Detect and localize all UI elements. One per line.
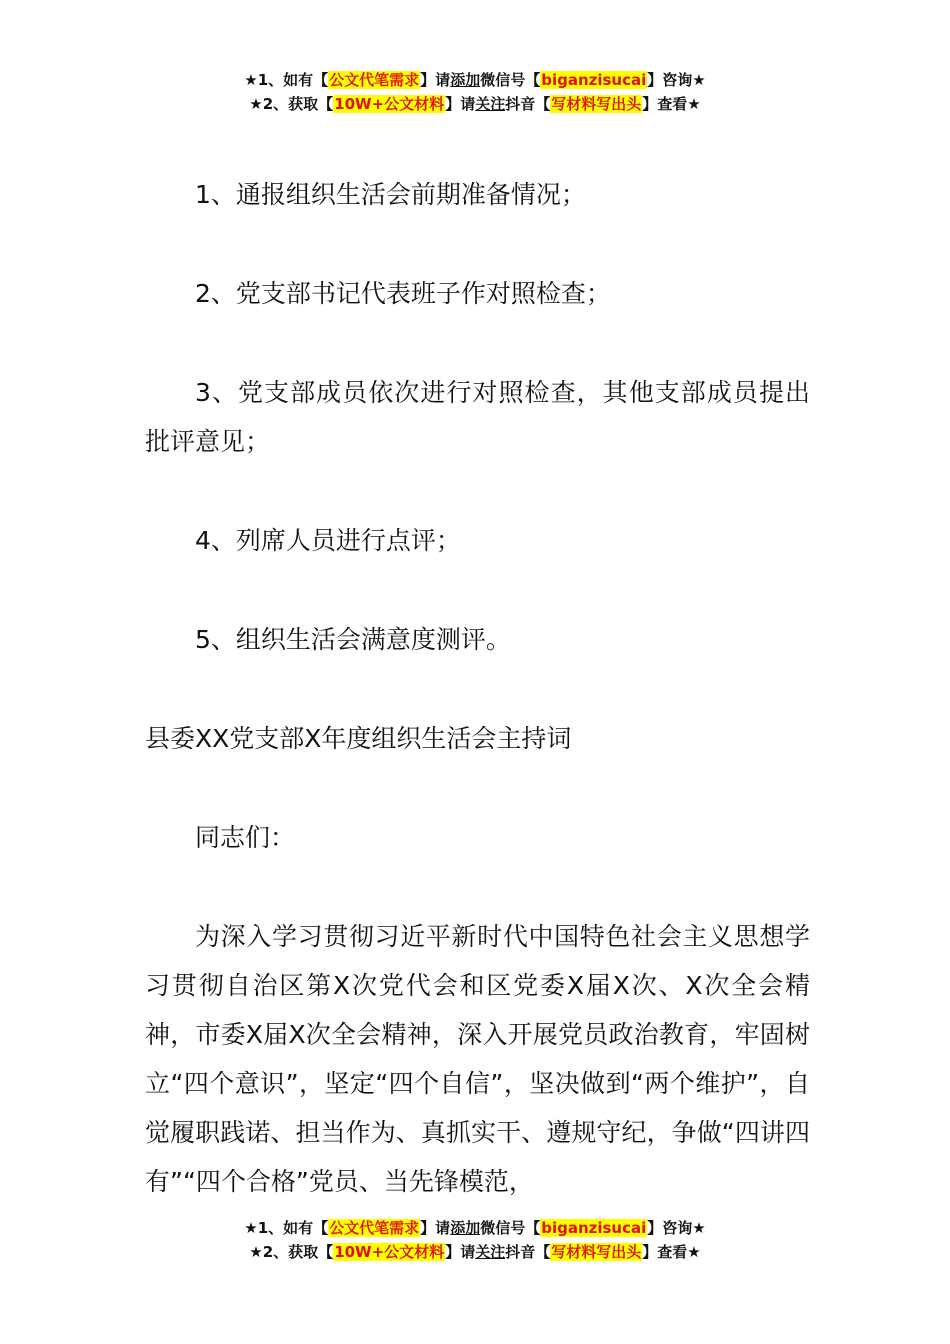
footer-banner: [0, 1216, 950, 1264]
banner-text: 】请: [420, 71, 451, 89]
banner-text: ★1、如有【: [244, 1219, 329, 1237]
agenda-item-1: 1、通报组织生活会前期准备情况；: [195, 180, 586, 209]
header-banner: [0, 68, 950, 116]
banner-line-2: [0, 1240, 950, 1264]
underlined-text: 添加: [450, 71, 481, 89]
banner-text: 】查看★: [642, 95, 701, 113]
banner-line-2: [0, 92, 950, 116]
banner-text: ★2、获取【: [249, 1243, 334, 1261]
highlight-wechat-id: biganzisucai: [541, 71, 647, 89]
banner-text: 微信号【: [480, 1219, 541, 1237]
banner-text: 抖音【: [505, 95, 551, 113]
agenda-item-5: 5、组织生活会满意度测评。: [195, 625, 511, 654]
banner-text: 】查看★: [642, 1243, 701, 1261]
highlight-service: 公文代笔需求: [329, 71, 420, 89]
agenda-item-4: 4、列席人员进行点评；: [195, 526, 461, 555]
document-body: [145, 170, 810, 1206]
banner-text: ★1、如有【: [244, 71, 329, 89]
banner-text: 微信号【: [480, 71, 541, 89]
underlined-text: 添加: [450, 1219, 481, 1237]
banner-text: 抖音【: [505, 1243, 551, 1261]
agenda-item-3: 3、党支部成员依次进行对照检查，其他支部成员提出批评意见；: [145, 378, 810, 456]
banner-line-1: [0, 68, 950, 92]
banner-text: ★2、获取【: [249, 95, 334, 113]
salutation: 同志们：: [195, 823, 296, 852]
underlined-text: 关注: [475, 1243, 506, 1261]
body-paragraph: 为深入学习贯彻习近平新时代中国特色社会主义思想学习贯彻自治区第X次党代会和区党委X届X次、X次全会精神，市委X届X次全会精神，深入开展党员政治教育，牢固树立“四个意识”，坚定“四个自信”，坚决做到“两个维护”，自觉履职践诺、担当作为、真抓实干、遵规守纪，争做“四讲四有”“四个合格”党员、当先锋模范，: [145, 922, 810, 1196]
section-title: 县委XX党支部X年度组织生活会主持词: [145, 724, 572, 753]
banner-text: 】咨询★: [647, 1219, 706, 1237]
highlight-service: 公文代笔需求: [329, 1219, 420, 1237]
agenda-item-2: 2、党支部书记代表班子作对照检查；: [195, 279, 611, 308]
banner-text: 】请: [445, 1243, 476, 1261]
underlined-text: 关注: [475, 95, 506, 113]
banner-text: 】咨询★: [647, 71, 706, 89]
highlight-douyin-account: 写材料写出头: [551, 95, 642, 113]
highlight-materials: 10W+公文材料: [334, 1243, 445, 1261]
highlight-materials: 10W+公文材料: [334, 95, 445, 113]
highlight-douyin-account: 写材料写出头: [551, 1243, 642, 1261]
banner-text: 】请: [420, 1219, 451, 1237]
banner-text: 】请: [445, 95, 476, 113]
highlight-wechat-id: biganzisucai: [541, 1219, 647, 1237]
banner-line-1: [0, 1216, 950, 1240]
